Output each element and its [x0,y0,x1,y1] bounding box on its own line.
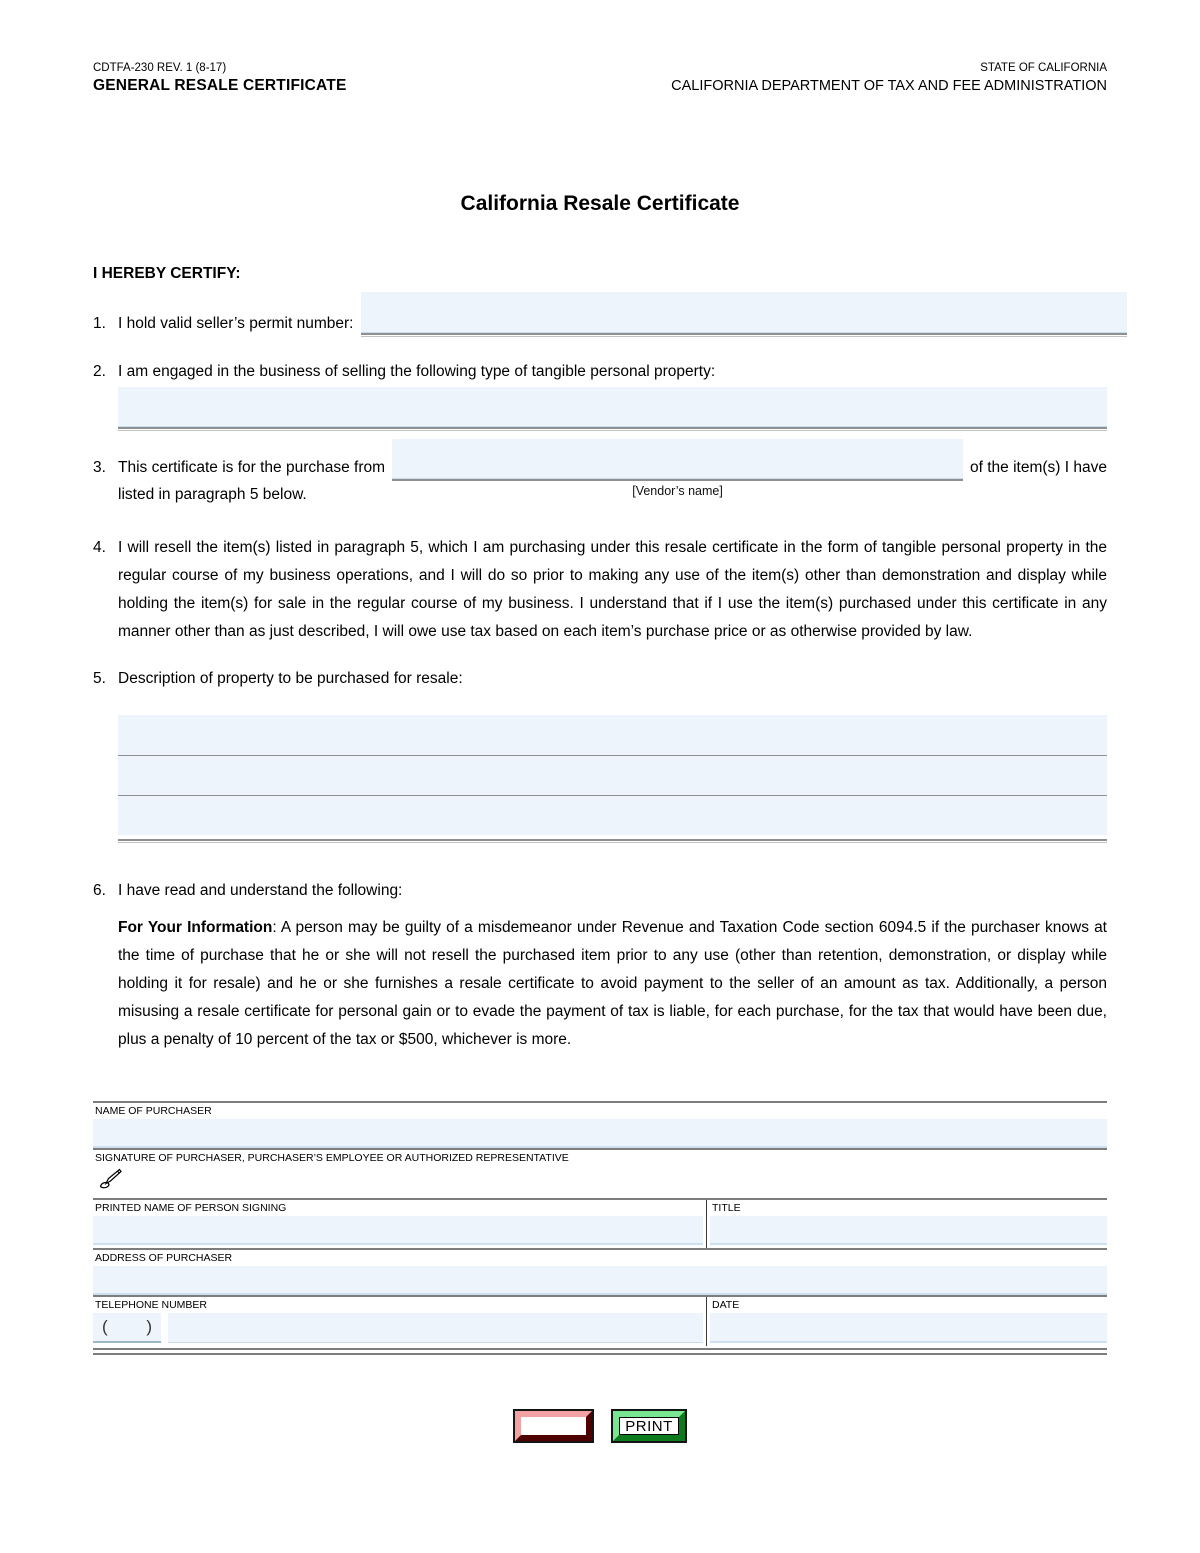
form-header-right [671,62,1107,94]
telephone-field-group [93,1313,703,1345]
vendor-name-input[interactable] [392,439,963,479]
item-3-text-before: 3. This certificate is for the purchase from [93,459,386,476]
department-label: CALIFORNIA DEPARTMENT OF TAX AND FEE ADMINISTRATION [671,78,1107,94]
property-type-input[interactable] [118,387,1107,427]
signature-field[interactable] [93,1166,1107,1198]
form-header [93,62,1107,95]
title-label: TITLE [712,1202,741,1214]
name-of-purchaser-input[interactable] [93,1119,1107,1148]
item-4-text: I will resell the item(s) listed in paragraph 5, which I am purchasing under this resale certificate in the form of tangible personal property in the regular course of my business operations, and I will do so prior to making any use of the item(s) other than demonstration and display while holding the item(s) for sale in the regular course of my business. I understand that if I use the item(s) purchased under this certificate in any manner other than as just described, I will owe use tax based on each item’s purchase price or as otherwise provided by law. [118,539,1107,640]
telephone-cell [93,1297,707,1346]
item-4-paragraph [93,534,1107,646]
printed-name-label: PRINTED NAME OF PERSON SIGNING [95,1202,287,1214]
property-type-field-wrap [118,387,1107,431]
item-6-text: I have read and understand the following: [118,882,403,899]
item-6-label [93,882,1107,900]
paren-close: ) [146,1317,152,1336]
form-number: CDTFA-230 REV. 1 (8-17) [93,62,227,74]
title-input[interactable] [710,1216,1107,1245]
name-of-purchaser-label: NAME OF PURCHASER [95,1105,212,1117]
vendor-name-field-wrap [385,439,970,481]
name-of-purchaser-row [93,1101,1107,1148]
signature-row [93,1148,1107,1198]
date-input[interactable] [710,1313,1107,1343]
item-3-number: 3. [93,459,106,476]
field-underline [118,427,1107,429]
clear-button[interactable] [515,1411,592,1441]
table-bottom-border [93,1348,1107,1355]
printed-name-cell [93,1200,707,1248]
field-underline-light [361,336,1127,337]
button-bar [93,1411,1107,1441]
address-label: ADDRESS OF PURCHASER [95,1252,233,1264]
telephone-date-row [93,1295,1107,1346]
signature-table [93,1101,1107,1355]
description-row-2[interactable] [118,755,1107,795]
page-title: California Resale Certificate [460,192,740,215]
item-6-number: 6. [93,882,106,899]
form-header-left [93,62,347,95]
telephone-input[interactable] [168,1313,703,1343]
field-underline [361,333,1127,335]
date-label: DATE [712,1299,740,1311]
date-cell [707,1297,1107,1346]
item-1 [93,292,1107,337]
description-underline-wrap [118,839,1107,843]
field-underline [392,479,963,481]
item-3 [93,439,1107,504]
paren-open: ( [102,1317,108,1336]
certify-heading: I HEREBY CERTIFY: [93,265,241,282]
item-5-number: 5. [93,670,106,687]
description-row-3[interactable] [118,795,1107,835]
form-name: GENERAL RESALE CERTIFICATE [93,77,347,94]
state-label: STATE OF CALIFORNIA [980,62,1107,74]
signature-label: SIGNATURE OF PURCHASER, PURCHASER’S EMPLOYEE OR AUTHORIZED REPRESENTATIVE [95,1152,569,1164]
telephone-label: TELEPHONE NUMBER [95,1299,208,1311]
field-underline-light [118,430,1107,431]
item-1-label [93,315,353,337]
area-code-input[interactable] [93,1313,161,1343]
sellers-permit-input[interactable] [361,292,1127,333]
item-1-text: I hold valid seller’s permit number: [118,315,354,332]
fyi-text: : A person may be guilty of a misdemeanor under Revenue and Taxation Code section 6094.5 if the purchaser knows at the time of purchase that he or she will not resell the purchased item prior to any use (other than retention, demonstration, or display while holding it for resale) and he or she furnishes a resale certificate to avoid payment to the seller of an amount as tax. Additionally, a person misusing a resale certificate for personal gain or to evade the payment of tax is liable, for each purchase, for the tax that would have been due, plus a penalty of 10 percent of the tax or $500, whichever is more. [118,919,1107,1048]
item-5-label [93,670,1107,688]
address-input[interactable] [93,1266,1107,1295]
fyi-paragraph [93,914,1107,1054]
print-button[interactable]: PRINT [613,1411,685,1441]
item-1-number: 1. [93,315,106,332]
fyi-label: For Your Information [118,919,273,936]
description-field[interactable] [118,715,1107,835]
item-2-number: 2. [93,363,106,380]
item-5-text: Description of property to be purchased for resale: [118,670,463,687]
item-4-number: 4. [93,539,106,556]
title-cell [707,1200,1107,1248]
vendor-name-caption: [Vendor’s name] [632,484,723,498]
printed-name-title-row [93,1198,1107,1248]
address-row [93,1248,1107,1295]
description-row-1[interactable] [118,715,1107,755]
sellers-permit-field-wrap [361,292,1127,337]
field-underline [118,839,1107,841]
item-3-text-line2: listed in paragraph 5 below. [118,486,307,503]
item-2-label [93,363,1107,381]
printed-name-input[interactable] [93,1216,703,1245]
item-3-text-after: of the item(s) I have [970,459,1107,476]
field-underline-light [118,842,1107,843]
writing-hand-icon [97,1167,123,1191]
item-2-text: I am engaged in the business of selling the following type of tangible personal property: [118,363,716,380]
